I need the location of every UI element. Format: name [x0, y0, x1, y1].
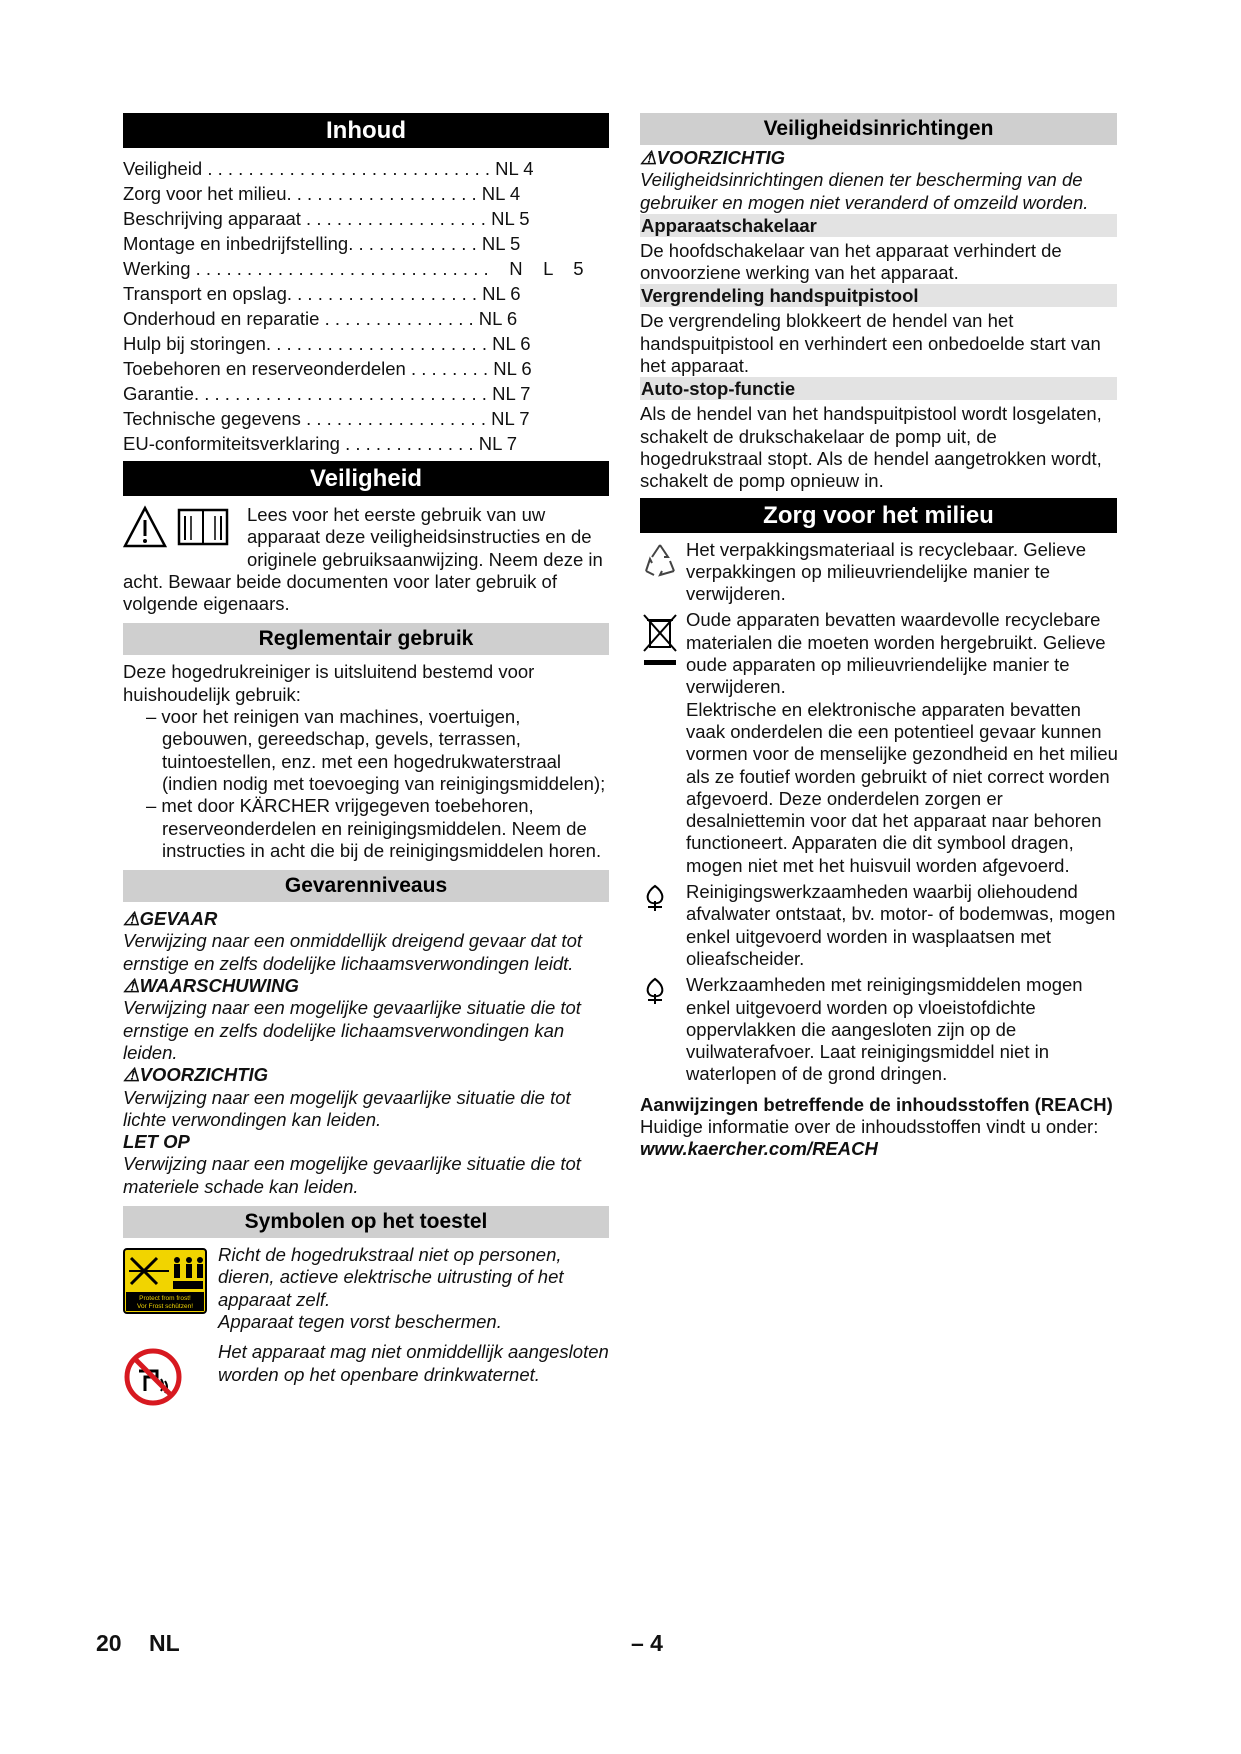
environment-leaf-icon-2 [640, 974, 686, 1006]
toc-list [123, 156, 609, 456]
toc-item-page: NL 7 [486, 383, 531, 404]
reach-text: Huidige informatie over de inhoudsstoffen vindt u onder: [640, 1115, 1099, 1137]
safety-intro-text: Lees voor het eerste gebruik van uw apparaat deze veiligheidsinstructies en de originele gebruiksaanwijzing. Neem deze in acht. Bewaar beide documenten voor later gebruik of volgende eigenaars. [123, 504, 603, 615]
toc-item-label: Garantie. . . . . . . . . . . . . . . . . . . . . . . . . . . . . [123, 383, 487, 404]
toc-item-label: EU-conformiteitsverklaring . . . . . . . . . . . . . [123, 433, 474, 454]
crossed-bin-icon [640, 609, 686, 671]
caution-warning-icon: ⚠ [123, 1064, 140, 1086]
toc-item[interactable] [123, 231, 609, 256]
danger-text: Verwijzing naar een onmiddellijk dreigend gevaar dat tot ernstige en zelfs dodelijke lichaamsverwondingen leidt. [123, 930, 583, 974]
env-packaging-row [640, 539, 1120, 606]
env-weee-text-block [686, 609, 1120, 877]
sd-caution-text: Veiligheidsinrichtingen dienen ter bescherming van de gebruiker en mogen niet veranderd of omzeild worden. [640, 169, 1089, 213]
autostop-text: Als de hendel van het handspuitpistool wordt losgelaten, schakelt de drukschakelaar de pomp uit, de hogedrukstraal stopt. Als de hendel aangetrokken wordt, schakelt de pomp opnieuw in. [640, 403, 1102, 492]
switch-title: Apparaatschakelaar [640, 214, 1117, 237]
no-spray-frost-label-icon [123, 1244, 218, 1314]
toc-item[interactable] [123, 431, 609, 456]
no-spray-text: Richt de hogedrukstraal niet op personen, dieren, actieve elektrische uitrusting of het apparaat zelf. [218, 1244, 564, 1310]
toc-item[interactable] [123, 256, 609, 281]
toc-item[interactable] [123, 156, 609, 181]
intended-use-bullet-2: – met door KÄRCHER vrijgegeven toebehoren, reserveonderdelen en reinigingsmiddelen. Neem de instructies in acht die bij de reinigingsmiddelen horen. [146, 795, 602, 861]
env-old-devices-text: Oude apparaten bevatten waardevolle recyclebare materialen die moeten worden hergebruikt. Gelieve oude apparaten op milieuvriendelijke manier te verwijderen. [686, 609, 1106, 698]
footer-center-number: – 4 [631, 1630, 663, 1656]
env-weee-row [640, 609, 1120, 877]
toc-item-page: NL 5 [476, 233, 521, 254]
warning-warning-icon: ⚠ [123, 975, 140, 997]
left-column [123, 113, 609, 1407]
toc-item[interactable] [123, 281, 609, 306]
right-column [640, 113, 1120, 1161]
toc-item-label: Transport en opslag. . . . . . . . . . . . . . . . . . . [123, 283, 478, 304]
switch-text: De hoofdschakelaar van het apparaat verhindert de onvoorziene werking van het apparaat. [640, 239, 1062, 284]
toc-item[interactable] [123, 331, 609, 356]
environment-title: Zorg voor het milieu [640, 498, 1117, 533]
warning-label: ⚠WAARSCHUWING [123, 975, 299, 997]
gun-lock-text: De vergrendeling blokkeert de hendel van het handspuitpistool en verhindert een onbedoelde start van het apparaat. [640, 310, 1101, 377]
danger-warning-icon: ⚠ [123, 908, 140, 930]
hazard-levels-title: Gevarenniveaus [123, 870, 609, 902]
sd-caution-label: ⚠VOORZICHTIG [640, 147, 786, 168]
env-detergent-row [640, 974, 1120, 1085]
toc-item[interactable] [123, 306, 609, 331]
caution-text: Verwijzing naar een mogelijk gevaarlijke situatie die tot lichte verwondingen kan leiden. [123, 1086, 571, 1130]
toc-item[interactable] [123, 406, 609, 431]
env-oil-text: Reinigingswerkzaamheden waarbij oliehoudend afvalwater ontstaat, bv. motor- of bodemwas, mogen enkel uitgevoerd worden in wasplaatsen met olieafscheider. [686, 881, 1116, 969]
toc-item-label: Toebehoren en reserveonderdelen . . . . . . . . [123, 358, 489, 379]
env-oil-row [640, 881, 1120, 970]
no-drinking-water-icon [123, 1341, 218, 1407]
notice-text: Verwijzing naar een mogelijke gevaarlijke situatie die tot materiele schade kan leiden. [123, 1153, 581, 1197]
safety-title: Veiligheid [123, 461, 609, 496]
caution-label: ⚠VOORZICHTIG [123, 1064, 269, 1086]
no-drinking-water-text: Het apparaat mag niet onmiddellijk aangesloten worden op het openbare drinkwaternet. [218, 1341, 609, 1385]
gun-lock-title: Vergrendeling handspuitpistool [640, 284, 1117, 307]
safety-intro-block [123, 504, 609, 615]
warning-manual-icon [123, 504, 241, 552]
reach-url[interactable]: www.kaercher.com/REACH [640, 1138, 878, 1160]
intended-use-intro: Deze hogedrukreiniger is uitsluitend bestemd voor huishoudelijk gebruik: [123, 661, 535, 705]
toc-item-page: NL 7 [485, 408, 530, 429]
toc-item-page: NL 6 [486, 333, 531, 354]
danger-label: ⚠GEVAAR [123, 908, 218, 930]
intended-use-bullet-1: – voor het reinigen van machines, voertuigen, gebouwen, gereedschap, gevels, terrassen, tuintoestellen, enz. met een hogedrukwaterstraal (indien nodig met toevoeging van reinigingsmiddelen); [146, 706, 606, 794]
toc-item-page: NL 6 [473, 308, 518, 329]
toc-item-page: NL 7 [473, 433, 518, 454]
device-symbols-title: Symbolen op het toestel [123, 1206, 609, 1238]
toc-item-page: NL 4 [476, 183, 521, 204]
toc-item-label: Technische gegevens . . . . . . . . . . . . . . . . . . [123, 408, 486, 429]
toc-item[interactable] [123, 381, 609, 406]
toc-item-label: Hulp bij storingen. . . . . . . . . . . . . . . . . . . . . . [123, 333, 487, 354]
toc-item[interactable] [123, 206, 609, 231]
safety-devices-title: Veiligheidsinrichtingen [640, 113, 1117, 145]
toc-item-page: N L 5 [488, 258, 584, 279]
symbol-row-1 [123, 1244, 609, 1333]
notice-label: LET OP [123, 1131, 190, 1153]
toc-item-page: NL 4 [490, 158, 534, 179]
frost-text: Apparaat tegen vorst beschermen. [218, 1310, 502, 1332]
symbol-row-1-text [218, 1244, 609, 1333]
environment-leaf-icon [640, 881, 686, 913]
footer-page-number: 20 [96, 1630, 122, 1656]
toc-item[interactable] [123, 181, 609, 206]
toc-item-label: Zorg voor het milieu. . . . . . . . . . . . . . . . . . . [123, 183, 477, 204]
toc-item-label: Montage en inbedrijfstelling. . . . . . . . . . . . . [123, 233, 477, 254]
toc-item-label: Veiligheid . . . . . . . . . . . . . . . . . . . . . . . . . . . . [123, 158, 491, 179]
toc-item-label: Beschrijving apparaat . . . . . . . . . . . . . . . . . . [123, 208, 486, 229]
frost-label-line-1: Protect from frost! [139, 1295, 191, 1303]
env-detergent-text: Werkzaamheden met reinigingsmiddelen mogen enkel uitgevoerd worden op vloeistofdichte oppervlakken die aangesloten zijn op de vuilwaterafvoer. Laat reinigingsmiddel niet in waterlopen of de grond dringen. [686, 974, 1083, 1085]
sd-caution-warning-icon: ⚠ [640, 147, 657, 168]
symbol-row-2 [123, 1341, 609, 1407]
intended-use-title: Reglementair gebruik [123, 623, 609, 655]
toc-item-page: NL 6 [488, 358, 532, 379]
toc-item-label: Werking . . . . . . . . . . . . . . . . . . . . . . . . . . . . . [123, 258, 489, 279]
toc-item-page: NL 6 [477, 283, 521, 304]
toc-title: Inhoud [123, 113, 609, 148]
toc-item[interactable] [123, 356, 609, 381]
recycle-icon [640, 539, 686, 581]
warning-text: Verwijzing naar een mogelijke gevaarlijke situatie die tot ernstige en zelfs dodelijke lichaamsverwondingen kan leiden. [123, 997, 581, 1063]
env-electronics-text: Elektrische en elektronische apparaten bevatten vaak onderdelen die een potentieel gevaar kunnen vormen voor de menselijke gezondheid en het milieu als ze foutief worden gebruikt of niet correct worden afgevoerd. Deze onderdelen zorgen er desalniettemin voor dat het apparaat naar behoren functioneert. Apparaten die dit symbool dragen, mogen niet met het huisvuil worden afgevoerd. [686, 698, 1118, 876]
footer-language: NL [149, 1630, 180, 1656]
autostop-title: Auto-stop-functie [640, 377, 1117, 400]
toc-item-label: Onderhoud en reparatie . . . . . . . . . . . . . . . [123, 308, 474, 329]
env-packaging-text: Het verpakkingsmateriaal is recyclebaar. Gelieve verpakkingen op milieuvriendelijke manier te verwijderen. [686, 538, 1086, 605]
toc-item-page: NL 5 [485, 208, 530, 229]
frost-label-line-2: Vor Frost schützen! [137, 1303, 193, 1311]
reach-title: Aanwijzingen betreffende de inhoudsstoffen (REACH) [640, 1093, 1113, 1115]
